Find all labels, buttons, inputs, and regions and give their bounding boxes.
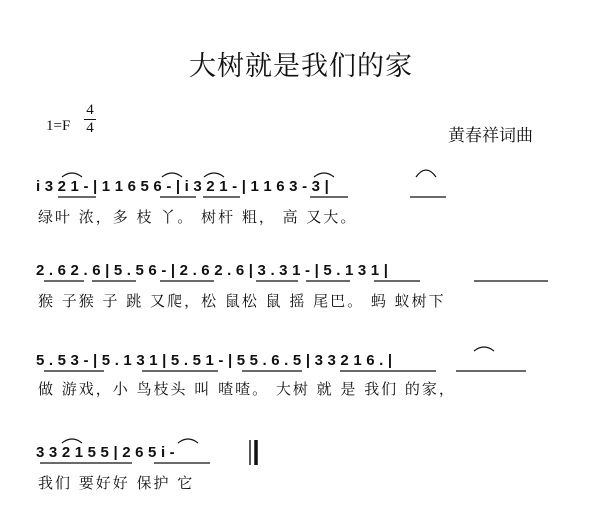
slur [204, 173, 224, 177]
lyrics-line-2: 猴 子猴 子 跳 又爬，松 鼠松 鼠 摇 尾巴。 蚂 蚁树下 [38, 292, 446, 310]
author-credit: 黄春祥词曲 [448, 126, 533, 146]
time-signature-top: 4 [86, 102, 94, 118]
slur [474, 347, 494, 351]
notation-line-3: 5 . 5 3 - | 5 . 1 3 1 | 5 . 5 1 - | 5 5 . 6 . 5 | 3 3 2 1 6 . | [36, 352, 393, 369]
lyrics-line-4: 我们 要好好 保护 它 [38, 474, 195, 492]
slur [162, 173, 182, 177]
notation-line-2: 2 . 6 2 . 6 | 5 . 5 6 - | 2 . 6 2 . 6 | 3 . 3 1 - | 5 . 1 3 1 | [36, 262, 389, 279]
notation-line-4: 3 3 2 1 5 5 | 2 6 5 i - [36, 444, 175, 461]
time-signature-bottom: 4 [86, 120, 94, 136]
slur [314, 173, 334, 177]
lyrics-line-3: 做 游戏，小 鸟枝头 叫 喳喳。 大树 就 是 我们 的家， [38, 380, 456, 398]
slur [62, 173, 82, 177]
slur [416, 170, 436, 177]
slur [178, 439, 198, 443]
song-title: 大树就是我们的家 [189, 51, 413, 82]
lyrics-line-1: 绿叶 浓，多 枝 丫。 树杆 粗， 高 又大。 [38, 208, 358, 226]
notation-line-1: i 3 2 1 - | 1 1 6 5 6 - | i 3 2 1 - | 1 1 6 3 - 3 | [36, 178, 329, 195]
key-signature: 1=F [46, 118, 71, 134]
slur [62, 439, 82, 443]
